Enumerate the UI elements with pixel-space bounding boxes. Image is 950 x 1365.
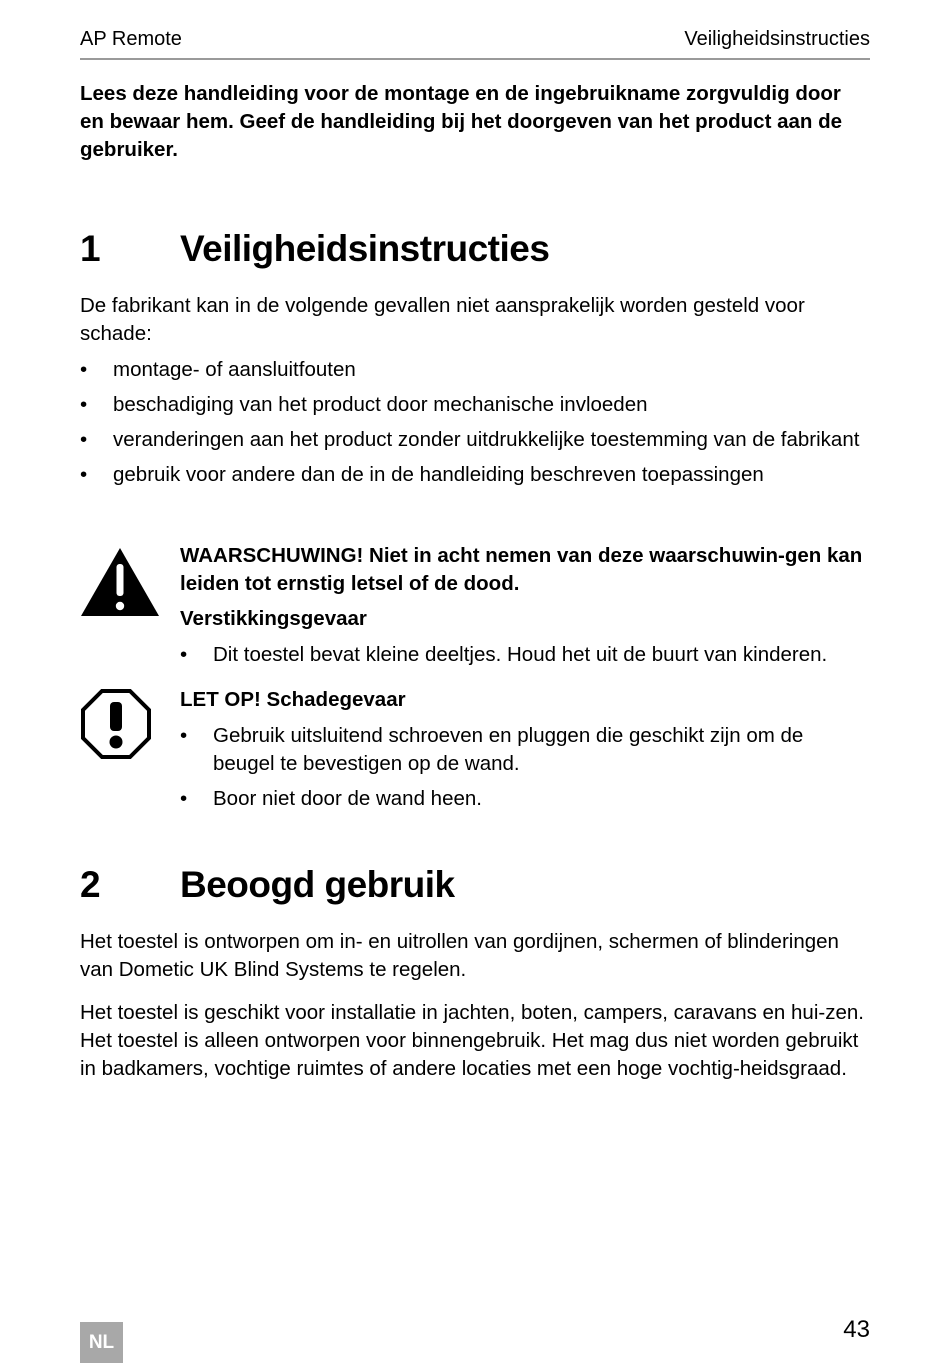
list-item: • gebruik voor andere dan de in de handleiding beschreven toepassingen (80, 461, 870, 489)
warning-heading: WAARSCHUWING! Niet in acht nemen van deze waarschuwin-gen kan leiden tot ernstig letsel of de dood. (180, 544, 863, 595)
page-number: 43 (843, 1316, 870, 1343)
header-section-name: Veiligheidsinstructies (684, 28, 870, 50)
document-page (80, 0, 870, 1365)
page-header (80, 28, 870, 60)
section-2-paragraph: Het toestel is geschikt voor installatie in jachten, boten, campers, caravans en hui-zen. Het toestel is alleen ontworpen voor binnengebruik. Het mag dus niet worden gebruikt in badkamers, vochtige ruimtes of andere locaties met een hoge vochtig-heidsgraad. (80, 1001, 864, 1080)
notice-text (180, 686, 870, 820)
list-item: • Gebruik uitsluitend schroeven en pluggen die geschikt zijn om de beugel te bevestigen op de wand. (180, 722, 870, 778)
list-item: • Boor niet door de wand heen. (180, 785, 870, 813)
list-item: • Dit toestel bevat kleine deeltjes. Houd het uit de buurt van kinderen. (180, 641, 870, 669)
liability-list (80, 356, 870, 489)
language-badge: NL (80, 1322, 123, 1363)
section-2-number: 2 (80, 864, 101, 905)
notice-octagon-icon (80, 688, 152, 760)
list-item: • beschadiging van het product door mechanische invloeden (80, 391, 870, 419)
list-item: • montage- of aansluitfouten (80, 356, 870, 384)
notice-block (80, 686, 870, 816)
notice-list (180, 722, 870, 813)
section-2-title: Beoogd gebruik (180, 864, 455, 905)
section-1-number: 1 (80, 228, 101, 269)
section-1-title: Veiligheidsinstructies (180, 228, 550, 269)
warning-triangle-icon (80, 546, 160, 618)
section-2-body (80, 928, 870, 1083)
warning-subheading: Verstikkingsgevaar (180, 607, 367, 630)
header-product-name: AP Remote (80, 28, 182, 50)
section-1-body (80, 292, 870, 496)
intro-text: Lees deze handleiding voor de montage en de ingebruikname zorgvuldig door en bewaar hem. Geef de handleiding bij het doorgeven van het product aan de gebruiker. (80, 82, 843, 161)
section-2-paragraph: Het toestel is ontworpen om in- en uitrollen van gordijnen, schermen of blinderingen van Dometic UK Blind Systems te regelen. (80, 930, 839, 981)
warning-list (180, 641, 870, 669)
section-2-heading (80, 864, 455, 906)
warning-text (180, 542, 870, 676)
section-1-lead: De fabrikant kan in de volgende gevallen niet aansprakelijk worden gesteld voor schade: (80, 294, 805, 345)
section-1-heading (80, 228, 549, 270)
list-item: • veranderingen aan het product zonder uitdrukkelijke toestemming van de fabrikant (80, 426, 870, 454)
notice-heading: LET OP! Schadegevaar (180, 688, 406, 711)
warning-block (80, 542, 870, 672)
